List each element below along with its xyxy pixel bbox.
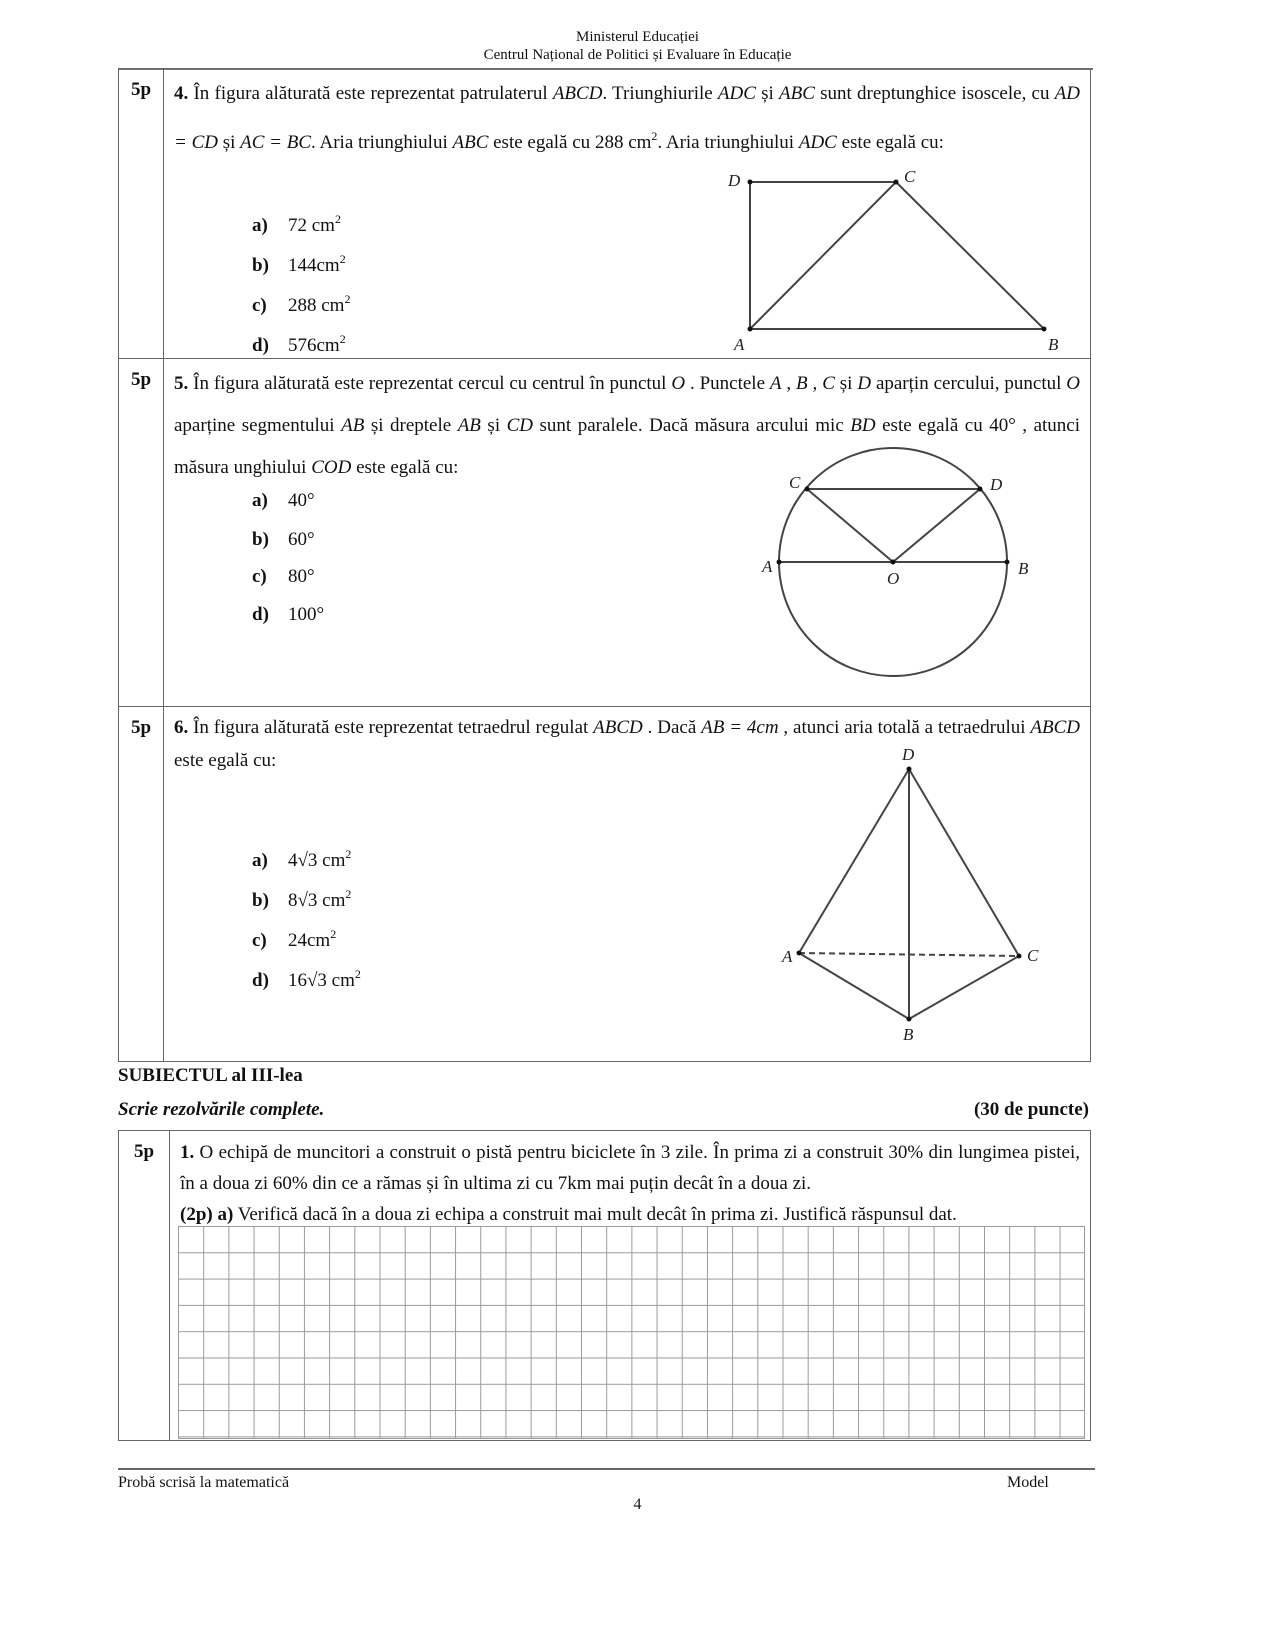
option-d[interactable]: d) $576cm^2$ bbox=[252, 332, 346, 356]
label-d: D bbox=[990, 475, 1003, 494]
header-center: Centrul Național de Politici și Evaluare în Educație bbox=[483, 47, 792, 63]
point-b bbox=[1005, 560, 1010, 565]
question-row-6 bbox=[119, 707, 1091, 1062]
option-c[interactable]: c) $24cm^2$ bbox=[252, 927, 337, 951]
question-row-5 bbox=[119, 359, 1091, 707]
point-o bbox=[891, 560, 896, 565]
section-title: SUBIECTUL al III-lea bbox=[118, 1065, 303, 1086]
label-d: D bbox=[902, 745, 915, 764]
radius-oc bbox=[807, 489, 893, 562]
label-a: A bbox=[734, 335, 745, 354]
question-cell bbox=[164, 69, 1091, 359]
point-c bbox=[805, 487, 810, 492]
point-b bbox=[907, 1017, 912, 1022]
page-header bbox=[0, 28, 1275, 64]
label-b: B bbox=[903, 1025, 914, 1042]
option-c[interactable]: c) 288 $cm^2$ bbox=[252, 292, 351, 316]
label-a: A bbox=[782, 947, 793, 966]
question-number: 6. bbox=[174, 717, 189, 738]
option-b[interactable]: b) 60° bbox=[252, 529, 315, 550]
question-cell bbox=[164, 707, 1091, 1062]
header-ministry: Ministerul Educației bbox=[576, 29, 699, 45]
answer-grid[interactable] bbox=[178, 1226, 1085, 1439]
footer-exam-name: Probă scrisă la matematică bbox=[118, 1474, 290, 1491]
question-row-4 bbox=[119, 69, 1091, 359]
question-points: 5p bbox=[119, 359, 164, 707]
option-a[interactable]: a) 4√3 $cm^2$ bbox=[252, 847, 352, 871]
question-points: 5p bbox=[119, 69, 164, 359]
option-d[interactable]: d) 16√3 $cm^2$ bbox=[252, 967, 361, 991]
problem-number: 1. bbox=[180, 1142, 195, 1163]
circle-figure bbox=[754, 444, 1044, 684]
point-a bbox=[797, 951, 802, 956]
question-points: 5p bbox=[119, 707, 164, 1062]
edge-da bbox=[799, 769, 909, 953]
question-text: 6. În figura alăturată este reprezentat tetraedrul regulat ABCD . Dacă AB = 4cm , atunci aria totală a tetraedrului ABCD este egală cu: bbox=[174, 717, 1081, 771]
label-c: C bbox=[904, 167, 916, 186]
label-o: O bbox=[887, 569, 900, 588]
option-d[interactable]: d) 100° bbox=[252, 604, 325, 625]
answer-options bbox=[252, 834, 361, 994]
point-c bbox=[1017, 954, 1022, 959]
subpart-text: Verifică dacă în a doua zi echipa a construit mai mult decât în prima zi. Justifică răspunsul dat. bbox=[233, 1204, 957, 1225]
problem-points: 5p bbox=[119, 1131, 170, 1441]
section-points: (30 de puncte) bbox=[973, 1099, 1089, 1120]
option-c[interactable]: c) 80° bbox=[252, 566, 315, 587]
point-a bbox=[777, 560, 782, 565]
question-cell bbox=[164, 359, 1091, 707]
edge-dc bbox=[909, 769, 1019, 956]
point-c bbox=[894, 180, 899, 185]
label-b: B bbox=[1048, 335, 1059, 354]
point-d bbox=[907, 767, 912, 772]
problem-text: 1. O echipă de muncitori a construit o pistă pentru biciclete în 3 zile. În prima zi a construit 30% din lungimea pistei, în a doua zi 60% din ce a rămas și în ultima zi cu 7km mai puțin decât în a doua zi. (2p) a) Verifică dacă în a doua zi echipa a construit mai mult decât în prima zi. Justifică răspunsul dat. bbox=[180, 1142, 1080, 1225]
question-number: 4. bbox=[174, 83, 189, 104]
radius-od bbox=[893, 489, 980, 562]
questions-table bbox=[118, 68, 1091, 1062]
segment-cb bbox=[896, 182, 1044, 329]
quadrilateral-figure bbox=[714, 164, 1074, 354]
edge-ab bbox=[799, 953, 909, 1019]
subpart-label: a) bbox=[217, 1204, 234, 1225]
label-d: D bbox=[728, 171, 741, 190]
answer-options bbox=[252, 199, 350, 359]
segment-ac bbox=[750, 182, 896, 329]
option-a[interactable]: a) 40° bbox=[252, 490, 315, 511]
label-c: C bbox=[789, 473, 801, 492]
question-text: 5. În figura alăturată este reprezentat cercul cu centrul în punctul O . Punctele A , B , C și D aparțin cercului, punctul O aparține segmentului AB și dreptele AB și CD sunt paralele. Dacă măsura arcului mic BD este egală cu 40° , atunci măsura unghiului COD este egală cu: bbox=[174, 373, 1081, 478]
point-a bbox=[748, 327, 753, 332]
point-b bbox=[1042, 327, 1047, 332]
option-b[interactable]: b) 8√3 $cm^2$ bbox=[252, 887, 352, 911]
option-a[interactable]: a) 72 $cm^2$ bbox=[252, 212, 341, 236]
label-b: B bbox=[1018, 559, 1029, 578]
page-number: 4 bbox=[633, 1496, 642, 1513]
subpart-points: (2p) bbox=[180, 1204, 213, 1225]
tetrahedron-figure bbox=[774, 742, 1054, 1042]
answer-options bbox=[252, 481, 324, 635]
option-b[interactable]: b) $144cm^2$ bbox=[252, 252, 346, 276]
label-c: C bbox=[1027, 946, 1039, 965]
footer-model-label: Model bbox=[1007, 1474, 1049, 1491]
section-instruction: Scrie rezolvările complete. bbox=[118, 1099, 325, 1120]
question-text: 4. În figura alăturată este reprezentat patrulaterul ABCD. Triunghiurile ADC și ABC sunt dreptunghice isoscele, cu AD = CD și AC = BC. Aria triunghiului ABC este egală cu 288 $cm^2$. Aria triunghiului ADC este egală cu: bbox=[174, 83, 1080, 153]
point-d bbox=[748, 180, 753, 185]
question-number: 5. bbox=[174, 373, 189, 394]
label-a: A bbox=[762, 557, 773, 576]
point-d bbox=[978, 487, 983, 492]
edge-cb bbox=[909, 956, 1019, 1019]
footer-divider bbox=[118, 1468, 1095, 1470]
